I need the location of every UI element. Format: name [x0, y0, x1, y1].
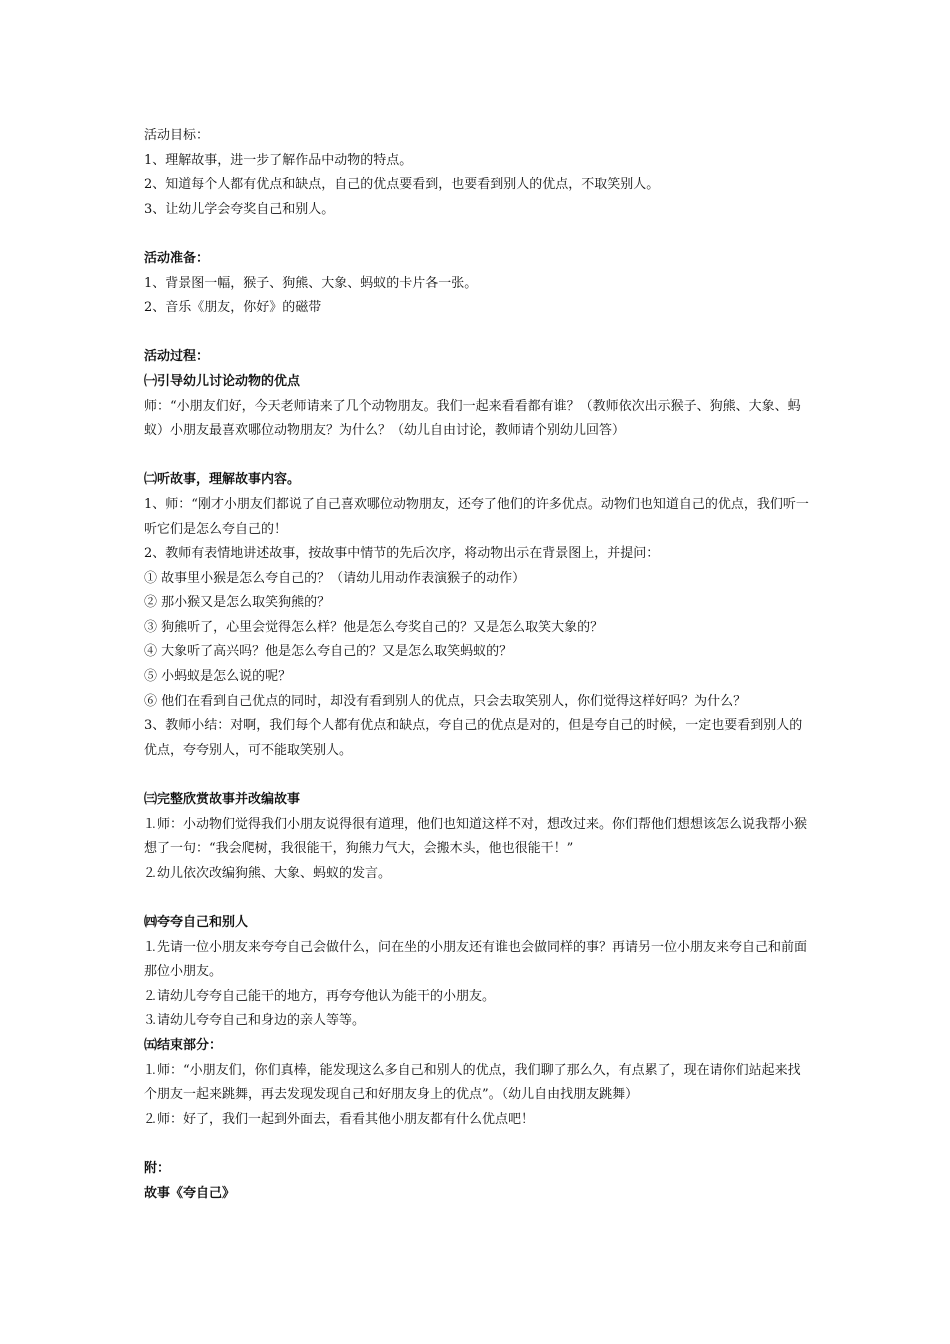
document-page: [144, 124, 812, 1206]
section-5-heading: ㈤结束部分：: [144, 1037, 223, 1053]
section-5-paragraph-2: ⒉师：好了，我们一起到外面去，看看其他小朋友都有什么优点吧！: [144, 1111, 535, 1127]
section-1-text: 师：“小朋友们好，今天老师请来了几个动物朋友。我们一起来看看都有谁？（教师依次出示猴子、狗熊、大象、蚂蚁）小朋友最喜欢哪位动物朋友？为什么？（幼儿自由讨论，教师请个别幼儿回答）: [144, 398, 801, 439]
prep-title: 活动准备：: [144, 250, 210, 266]
prep-item-2: 2、音乐《朋友，你好》的磁带: [144, 300, 322, 316]
question-6: ⑥ 他们在看到自己优点的同时，却没有看到别人的优点，只会去取笑别人，你们觉得这样好吗？为什么？: [144, 693, 747, 709]
spacer: [144, 444, 812, 469]
process-title: 活动过程：: [144, 349, 210, 365]
question-5: ⑤ 小蚂蚁是怎么说的呢？: [144, 669, 292, 685]
section-4-paragraph-2: ⒉请幼儿夸夸自己能干的地方，再夸夸他认为能干的小朋友。: [144, 988, 496, 1004]
section-2-heading: ㈡听故事，理解故事内容。: [144, 472, 301, 488]
goals-title: 活动目标：: [144, 128, 210, 143]
story-title: 故事《夸自己》: [144, 1185, 236, 1201]
section-2-paragraph-2: 2、教师有表情地讲述故事，按故事中情节的先后次序，将动物出示在背景图上，并提问：: [144, 546, 660, 562]
section-4-paragraph-3: ⒊请幼儿夸夸自己和身边的亲人等等。: [144, 1013, 366, 1029]
goal-item-2: 2、知道每个人都有优点和缺点，自己的优点要看到，也要看到别人的优点，不取笑别人。: [144, 177, 660, 193]
section-4-paragraph-1: ⒈先请一位小朋友来夸夸自己会做什么，问在坐的小朋友还有谁也会做同样的事？再请另一位小朋友来夸自己和前面那位小朋友。: [144, 939, 808, 980]
spacer: [144, 886, 812, 911]
question-2: ② 那小猴又是怎么取笑狗熊的？: [144, 595, 331, 611]
appendix-title: 附：: [144, 1160, 171, 1176]
spacer: [144, 321, 812, 346]
spacer: [144, 222, 812, 247]
question-3: ③ 狗熊听了，心里会觉得怎么样？他是怎么夸奖自己的？又是怎么取笑大象的？: [144, 619, 604, 635]
spacer: [144, 1132, 812, 1157]
question-4: ④ 大象听了高兴吗？他是怎么夸自己的？又是怎么取笑蚂蚁的？: [144, 644, 513, 660]
section-3-paragraph-1: ⒈师：小动物们觉得我们小朋友说得很有道理，他们也知道这样不对，想改过来。你们帮他们想想该怎么说我帮小猴想了一句：“我会爬树，我很能干，狗熊力气大，会搬木头，他也很能干！”: [144, 816, 808, 857]
prep-item-1: 1、背景图一幅，猴子、狗熊、大象、蚂蚁的卡片各一张。: [144, 275, 478, 291]
section-4-heading: ㈣夸夸自己和别人: [144, 915, 249, 930]
section-5-paragraph-1: ⒈师：“小朋友们，你们真棒，能发现这么多自己和别人的优点，我们聊了那么久，有点累了，现在请你们站起来找个朋友一起来跳舞，再去发现发现自己和好朋友身上的优点”。（幼儿自由找朋友跳舞）: [144, 1062, 801, 1103]
section-1-heading: ㈠引导幼儿讨论动物的优点: [144, 373, 301, 389]
section-3-paragraph-2: ⒉幼儿依次改编狗熊、大象、蚂蚁的发言。: [144, 865, 392, 881]
section-2-paragraph-1: 1、师：“刚才小朋友们都说了自己喜欢哪位动物朋友，还夸了他们的许多优点。动物们也知道自己的优点，我们听一听它们是怎么夸自己的！: [144, 496, 809, 537]
goal-item-3: 3、让幼儿学会夸奖自己和别人。: [144, 201, 335, 217]
goal-item-1: 1、理解故事，进一步了解作品中动物的特点。: [144, 152, 413, 168]
question-1: ① 故事里小猴是怎么夸自己的？（请幼儿用动作表演猴子的动作）: [144, 570, 526, 586]
spacer: [144, 763, 812, 788]
section-2-summary: 3、教师小结：对啊，我们每个人都有优点和缺点，夸自己的优点是对的，但是夸自己的时候，一定也要看到别人的优点，夸夸别人，可不能取笑别人。: [144, 718, 803, 758]
section-3-heading: ㈢完整欣赏故事并改编故事: [144, 792, 301, 808]
